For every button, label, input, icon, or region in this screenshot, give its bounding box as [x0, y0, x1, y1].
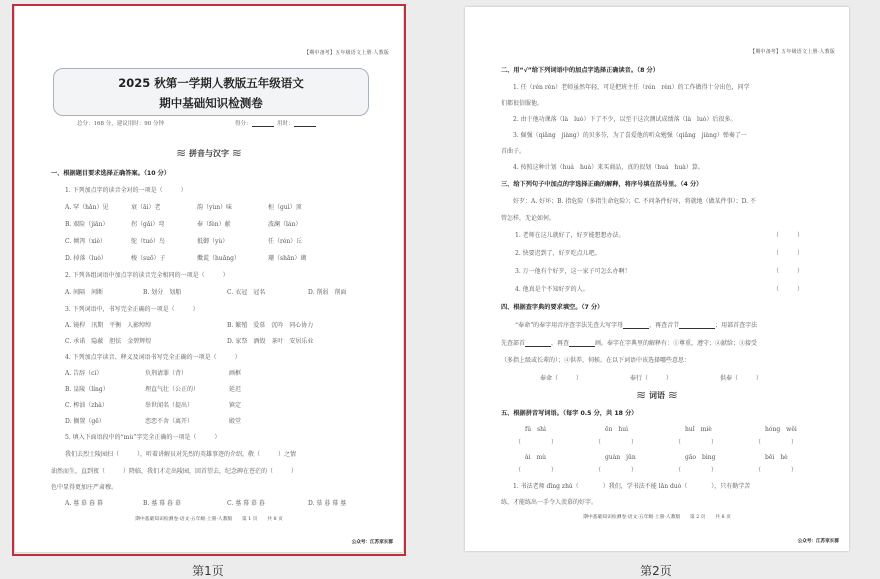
- q1-4-option: C. 榨油（zhà）: [65, 402, 108, 409]
- fill-blank[interactable]: [569, 340, 595, 347]
- question-4-heading: 四、根据查字典的要求填空。（7 分）: [501, 304, 604, 311]
- q1-5-option: A. 墓 慕 暮 幕: [65, 500, 103, 507]
- q4-line: [501, 338, 757, 347]
- q1-3-option: D. 家祭 酒毁 茶叶 安居乐业: [227, 338, 314, 345]
- q5-sentence-line: 练，才能练出一手令人羡慕的好字。: [501, 499, 598, 506]
- section-banner-label: 词语: [649, 391, 665, 400]
- answer-paren[interactable]: （ ）: [773, 286, 804, 293]
- q3-item: 3. 万一他有个好歹，这一家子可怎么办啊！: [515, 268, 631, 275]
- q1-4-option: 延迟: [229, 386, 242, 393]
- fill-blank[interactable]: [679, 322, 715, 329]
- q1-1-option: 擞谎（huǎng）: [197, 255, 241, 262]
- q1-4-option: 恋恋不舍（离开）: [145, 418, 194, 425]
- q1-1-option: B. 艰险（jiān）: [65, 221, 109, 228]
- q1-3-option: A. 镜桿 汛期 平衡 人影绰绰: [65, 322, 152, 329]
- answer-paren[interactable]: （ ）: [755, 439, 798, 446]
- wave-icon: ≋: [667, 388, 678, 402]
- answer-paren[interactable]: （ ）: [515, 439, 558, 446]
- question-2-heading: 二、用“√”给下列词语中的加点字选择正确读音。（8 分）: [501, 67, 659, 74]
- section-banner-label: 拼音与汉字: [189, 149, 229, 158]
- q1-1-option: 任（rén）丘: [268, 238, 303, 245]
- q1-1-option: 波澜（lán）: [268, 221, 302, 228]
- fill-blank[interactable]: [525, 340, 551, 347]
- wechat-account: 公众号：江苏家长群: [351, 540, 393, 545]
- q1-4-option: 负荆请罪（背）: [145, 370, 188, 377]
- wave-icon: ≋: [636, 388, 647, 402]
- q1-1-option: 抵御（yù）: [197, 238, 229, 245]
- section-banner-words: [465, 388, 849, 402]
- wave-icon: ≋: [231, 146, 242, 160]
- page-label-1[interactable]: 第1页: [192, 564, 224, 578]
- q3-intro-line: 好歹：A. 好坏；B. 指危险（多指生命危险）；C. 不问条件好坏，将就地（做某件事）；D. 不: [513, 198, 756, 205]
- q1-4-prompt: 4. 下列加点字读音、释义及词语书写完全正确的一项是（ ）: [65, 354, 241, 361]
- page-footer: 期中基础知识检测卷·语文·五年级·上册·人教版 第 1 页 共 8 页: [135, 517, 283, 522]
- q1-1-option: D. 掉落（luò）: [65, 255, 107, 262]
- q4-text: 画。奉字在字典里的解释有：①尊重，遵守；②献给；③接受: [595, 340, 758, 347]
- q1-3-option: B. 繁殖 爱慕 沉吟 同心协力: [227, 322, 314, 329]
- question-5-heading: 五、根据拼音写词语。（每字 0.5 分，共 18 分）: [501, 410, 638, 417]
- score-field: [235, 119, 316, 127]
- q1-1-option: 衰（āi）老: [131, 204, 161, 211]
- q1-5-passage-line: 色中显得更加庄严肃穆。: [51, 484, 118, 491]
- title-line-1: 2025 秋第一学期人教版五年级语文: [118, 76, 304, 90]
- q1-5-option: C. 墓 幕 慕 暮: [227, 500, 265, 507]
- q1-3-option: C. 承诺 隐蔽 胆怯 金碧辉煌: [65, 338, 152, 345]
- q1-1-option: 柜（guì）顶: [268, 204, 302, 211]
- q1-5-option: B. 墓 幕 暮 慕: [143, 500, 181, 507]
- pinyin: huǐ miè: [685, 426, 712, 433]
- q2-line: 首曲子。: [501, 148, 526, 155]
- q4-text: ，再查: [551, 340, 570, 347]
- q4-word: 奉行（ ）: [630, 375, 673, 382]
- q1-4-option: B. 皇陵（líng）: [65, 386, 109, 393]
- time-blank: [294, 120, 316, 127]
- q4-word: 奉命（ ）: [540, 375, 583, 382]
- q1-5-passage-line: 油然而生，直到夜（ ）降临，我们才走出陵园，回首望去，纪念碑在苍茫的（ ）: [51, 468, 298, 475]
- page-thumbnail-1[interactable]: [15, 6, 403, 552]
- fill-blank[interactable]: [623, 322, 649, 329]
- q4-text: ；用部首查字法: [715, 322, 758, 329]
- q2-line: 3. 倔强（qiǎng jiàng）的贝多芬，为了喜爱他的听众勉强（qiǎng jiàng）弹奏了一: [513, 132, 747, 139]
- score-time-info: 总分：168 分，建议用时：90 分钟: [77, 121, 164, 127]
- page-label-2[interactable]: 第2页: [640, 564, 672, 578]
- q1-1-option: 梭（suō）子: [131, 255, 166, 262]
- q5-sentence-line: 1. 书法老师 dīng zhǔ（ ）我们，学书法不能 lǎn duò（ ），只有勤学苦: [513, 483, 751, 490]
- q2-line: 2. 由于他功课落（là luò）下了不少，以至于这次测试成绩落（là luò）后很多。: [513, 116, 737, 123]
- q1-1-option: 珊（shān）瑚: [268, 255, 307, 262]
- score-label: 得分：: [235, 121, 252, 127]
- q1-1-option: 鸵（tuó）鸟: [131, 238, 165, 245]
- pinyin: ēn huì: [605, 426, 629, 433]
- q1-4-option: 举世闻名（提出）: [145, 402, 194, 409]
- q1-1-option: C. 倾泻（xiè）: [65, 238, 107, 245]
- time-label: 用时：: [277, 121, 294, 127]
- q1-1-option: A. 罕（hǎn）见: [65, 204, 109, 211]
- answer-paren[interactable]: （ ）: [675, 439, 718, 446]
- answer-paren[interactable]: （ ）: [595, 467, 638, 474]
- page-thumbnail-2[interactable]: [465, 7, 849, 551]
- q1-5-prompt: 5. 填入下面语段中的“mù”字完全正确的一项是（ ）: [65, 434, 221, 441]
- q1-2-option: D. 削弱 削面: [308, 289, 347, 296]
- pinyin: gāo bìng: [685, 454, 716, 461]
- q1-4-option: 画框: [229, 370, 242, 377]
- q1-4-option: 理直气壮（公正的）: [145, 386, 200, 393]
- q3-item: 2. 快要迟到了，好歹吃点儿吧。: [515, 250, 601, 257]
- q3-intro-line: 管怎样，无论如何。: [501, 215, 556, 222]
- page-footer: 期中基础知识检测卷·语文·五年级·上册·人教版 第 2 页 共 8 页: [583, 515, 731, 520]
- pinyin: fǔ shì: [525, 426, 546, 433]
- header-tag: 【期中备考】五年级语文上册·人教版: [304, 50, 389, 56]
- q4-line: [515, 320, 757, 329]
- title-line-2: 期中基础知识检测卷: [159, 96, 263, 110]
- q4-text: “奉命”的奉字用音序查字法先查大写字母: [515, 322, 624, 329]
- q3-item: 1. 老师在这儿就好了，好歹能想想办法。: [515, 232, 625, 239]
- q2-line: 1. 任（rén rèn）老师虽然年轻，可是把班主任（rén rèn）的工作做得十分出色，同学: [513, 84, 750, 91]
- q1-5-option: D. 慕 暮 幕 墓: [308, 500, 347, 507]
- answer-paren[interactable]: （ ）: [773, 232, 804, 239]
- q2-line: 们都很信服他。: [501, 100, 544, 107]
- q1-2-option: A. 间隔 间断: [65, 289, 104, 296]
- q4-text: ，再查音节: [649, 322, 680, 329]
- q2-line: 4. 按照这种计划（huá huà）来买商品，真的很划（huá huà）算。: [513, 164, 704, 171]
- pinyin: guàn jūn: [605, 454, 636, 461]
- pinyin: bēi hè: [765, 454, 788, 461]
- score-blank: [252, 120, 274, 127]
- q1-1-option: 奉（fèn）献: [197, 221, 231, 228]
- q1-5-passage-line: 我们去烈士陵园扫（ ），听着讲解员对先烈的英雄事迹的介绍，敬（ ）之情: [65, 451, 297, 458]
- q1-4-option: 镇定: [229, 402, 242, 409]
- answer-paren[interactable]: （ ）: [773, 250, 804, 257]
- q1-2-option: B. 划分 划船: [143, 289, 182, 296]
- q1-2-option: C. 衣冠 冠名: [227, 289, 266, 296]
- q4-text: 先查部首: [501, 340, 526, 347]
- pinyin: ài mù: [525, 454, 547, 461]
- q1-1-option: 拐（gǎi）弯: [131, 221, 165, 228]
- q4-line: （多指上级或长辈的）；④供养，伺候。在以下词语中该选择哪些意思：: [501, 357, 691, 364]
- pinyin: hóng wěi: [765, 426, 797, 433]
- header-tag: 【期中备考】五年级语文上册·人教版: [750, 49, 835, 55]
- q1-4-option: 殿堂: [229, 418, 242, 425]
- question-1-heading: 一、根据题目要求选择正确答案。（10 分）: [51, 170, 171, 177]
- q1-4-option: A. 告辞（cí）: [65, 370, 103, 377]
- q1-1-prompt: 1. 下列加点字的读音全对的一项是（ ）: [65, 187, 187, 194]
- question-3-heading: 三、给下列句子中加点的字选择正确的解释，将序号填在括号里。（4 分）: [501, 181, 703, 188]
- answer-paren[interactable]: （ ）: [675, 467, 718, 474]
- q1-3-prompt: 3. 下列词语中，书写完全正确的一项是（ ）: [65, 306, 199, 313]
- answer-paren[interactable]: （ ）: [515, 467, 558, 474]
- q1-2-prompt: 2. 下列各组词语中加点字的读音完全相同的一项是（ ）: [65, 272, 229, 279]
- q1-1-option: 韵（yùn）味: [197, 204, 233, 211]
- q4-word: 供奉（ ）: [720, 375, 763, 382]
- answer-paren[interactable]: （ ）: [595, 439, 638, 446]
- q1-4-option: D. 搁置（gē）: [65, 418, 105, 425]
- section-banner-pinyin: [15, 146, 403, 160]
- title-box: [53, 68, 369, 116]
- q3-item: 4. 他真是个不知好歹的人。: [515, 286, 589, 293]
- answer-paren[interactable]: （ ）: [755, 467, 798, 474]
- answer-paren[interactable]: （ ）: [773, 268, 804, 275]
- wave-icon: ≋: [176, 146, 187, 160]
- wechat-account: 公众号：江苏家长群: [797, 539, 839, 544]
